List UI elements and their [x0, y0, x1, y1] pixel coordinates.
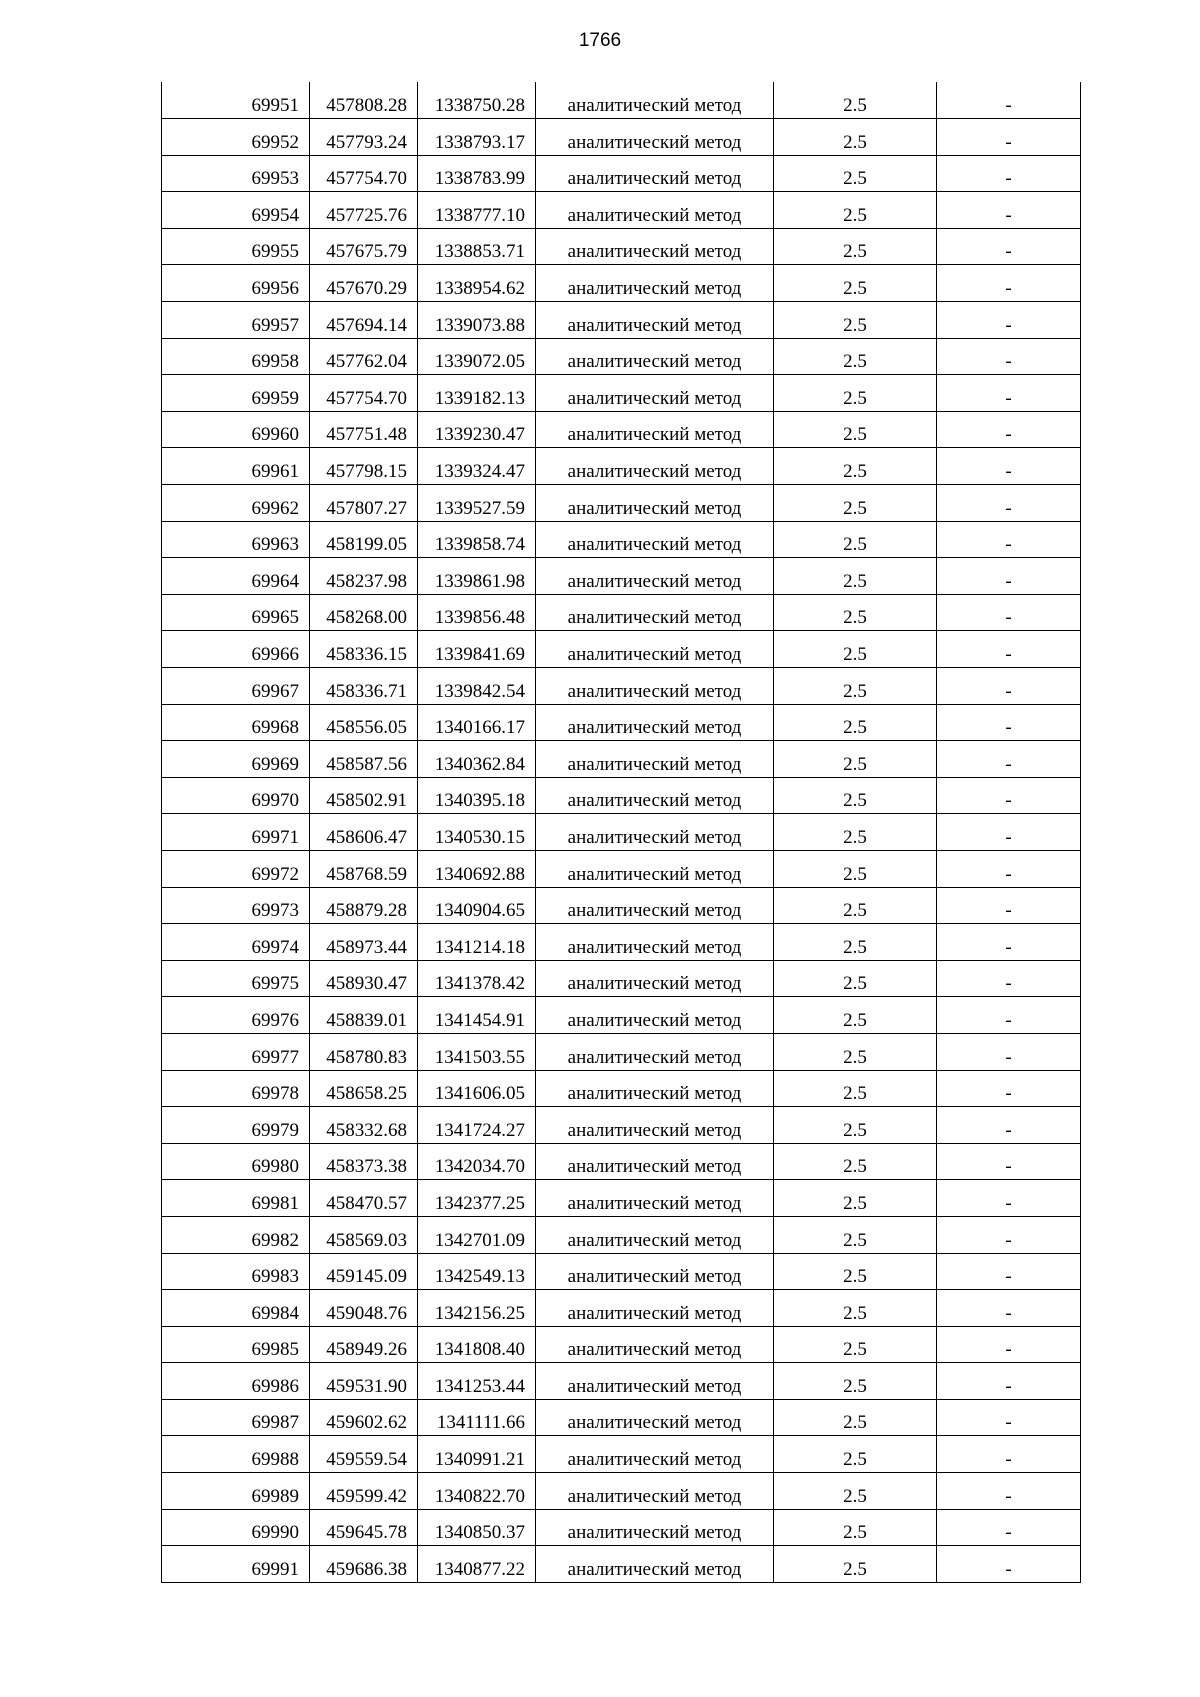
table-row: [162, 1509, 1081, 1546]
y-coordinate-cell: 1339072.05: [418, 338, 536, 375]
point-number-cell: 69962: [162, 485, 310, 522]
method-cell: аналитический метод: [536, 1399, 774, 1436]
point-number-cell: 69961: [162, 448, 310, 485]
note-cell: -: [937, 1107, 1081, 1144]
note-cell: -: [937, 1546, 1081, 1583]
table-row: [162, 265, 1081, 302]
table-row: [162, 1070, 1081, 1107]
point-number-cell: 69990: [162, 1509, 310, 1546]
y-coordinate-cell: 1341606.05: [418, 1070, 536, 1107]
note-cell: -: [937, 594, 1081, 631]
y-coordinate-cell: 1341214.18: [418, 924, 536, 961]
y-coordinate-cell: 1340877.22: [418, 1546, 536, 1583]
point-number-cell: 69963: [162, 521, 310, 558]
table-row: [162, 850, 1081, 887]
x-coordinate-cell: 459559.54: [310, 1436, 418, 1473]
note-cell: -: [937, 82, 1081, 119]
x-coordinate-cell: 458839.01: [310, 997, 418, 1034]
table-row: [162, 302, 1081, 339]
x-coordinate-cell: 458949.26: [310, 1326, 418, 1363]
point-number-cell: 69976: [162, 997, 310, 1034]
x-coordinate-cell: 457754.70: [310, 155, 418, 192]
note-cell: -: [937, 1436, 1081, 1473]
accuracy-cell: 2.5: [774, 594, 937, 631]
y-coordinate-cell: 1341253.44: [418, 1363, 536, 1400]
x-coordinate-cell: 458502.91: [310, 777, 418, 814]
point-number-cell: 69987: [162, 1399, 310, 1436]
x-coordinate-cell: 458268.00: [310, 594, 418, 631]
accuracy-cell: 2.5: [774, 741, 937, 778]
point-number-cell: 69966: [162, 631, 310, 668]
x-coordinate-cell: 457751.48: [310, 411, 418, 448]
table-row: [162, 448, 1081, 485]
table-row: [162, 1473, 1081, 1510]
method-cell: аналитический метод: [536, 1107, 774, 1144]
accuracy-cell: 2.5: [774, 997, 937, 1034]
accuracy-cell: 2.5: [774, 1509, 937, 1546]
y-coordinate-cell: 1339861.98: [418, 558, 536, 595]
x-coordinate-cell: 457798.15: [310, 448, 418, 485]
method-cell: аналитический метод: [536, 850, 774, 887]
table-row: [162, 375, 1081, 412]
x-coordinate-cell: 457675.79: [310, 228, 418, 265]
y-coordinate-cell: 1340692.88: [418, 850, 536, 887]
method-cell: аналитический метод: [536, 1509, 774, 1546]
y-coordinate-cell: 1338783.99: [418, 155, 536, 192]
y-coordinate-cell: 1338954.62: [418, 265, 536, 302]
x-coordinate-cell: 458373.38: [310, 1143, 418, 1180]
coordinates-table: [161, 82, 1081, 1583]
y-coordinate-cell: 1340904.65: [418, 887, 536, 924]
point-number-cell: 69974: [162, 924, 310, 961]
method-cell: аналитический метод: [536, 302, 774, 339]
table-row: [162, 997, 1081, 1034]
accuracy-cell: 2.5: [774, 228, 937, 265]
accuracy-cell: 2.5: [774, 302, 937, 339]
table-row: [162, 1290, 1081, 1327]
point-number-cell: 69954: [162, 192, 310, 229]
x-coordinate-cell: 458569.03: [310, 1216, 418, 1253]
note-cell: -: [937, 741, 1081, 778]
y-coordinate-cell: 1342701.09: [418, 1216, 536, 1253]
x-coordinate-cell: 457754.70: [310, 375, 418, 412]
accuracy-cell: 2.5: [774, 1107, 937, 1144]
accuracy-cell: 2.5: [774, 814, 937, 851]
method-cell: аналитический метод: [536, 192, 774, 229]
table-row: [162, 924, 1081, 961]
point-number-cell: 69968: [162, 704, 310, 741]
x-coordinate-cell: 458336.71: [310, 668, 418, 705]
point-number-cell: 69972: [162, 850, 310, 887]
table-row: [162, 1326, 1081, 1363]
note-cell: -: [937, 887, 1081, 924]
method-cell: аналитический метод: [536, 997, 774, 1034]
note-cell: -: [937, 265, 1081, 302]
x-coordinate-cell: 459048.76: [310, 1290, 418, 1327]
point-number-cell: 69984: [162, 1290, 310, 1327]
method-cell: аналитический метод: [536, 924, 774, 961]
accuracy-cell: 2.5: [774, 338, 937, 375]
point-number-cell: 69967: [162, 668, 310, 705]
y-coordinate-cell: 1339182.13: [418, 375, 536, 412]
accuracy-cell: 2.5: [774, 631, 937, 668]
accuracy-cell: 2.5: [774, 1033, 937, 1070]
method-cell: аналитический метод: [536, 1070, 774, 1107]
table-row: [162, 1216, 1081, 1253]
x-coordinate-cell: 458556.05: [310, 704, 418, 741]
y-coordinate-cell: 1341503.55: [418, 1033, 536, 1070]
x-coordinate-cell: 458879.28: [310, 887, 418, 924]
point-number-cell: 69956: [162, 265, 310, 302]
y-coordinate-cell: 1338777.10: [418, 192, 536, 229]
accuracy-cell: 2.5: [774, 411, 937, 448]
note-cell: -: [937, 521, 1081, 558]
method-cell: аналитический метод: [536, 448, 774, 485]
x-coordinate-cell: 458336.15: [310, 631, 418, 668]
table-row: [162, 668, 1081, 705]
method-cell: аналитический метод: [536, 82, 774, 119]
table-body: [162, 82, 1081, 1582]
x-coordinate-cell: 459531.90: [310, 1363, 418, 1400]
method-cell: аналитический метод: [536, 887, 774, 924]
point-number-cell: 69977: [162, 1033, 310, 1070]
table-row: [162, 411, 1081, 448]
note-cell: -: [937, 850, 1081, 887]
y-coordinate-cell: 1341724.27: [418, 1107, 536, 1144]
method-cell: аналитический метод: [536, 814, 774, 851]
method-cell: аналитический метод: [536, 155, 774, 192]
x-coordinate-cell: 457694.14: [310, 302, 418, 339]
y-coordinate-cell: 1341111.66: [418, 1399, 536, 1436]
x-coordinate-cell: 457793.24: [310, 119, 418, 156]
table-row: [162, 741, 1081, 778]
point-number-cell: 69986: [162, 1363, 310, 1400]
x-coordinate-cell: 458470.57: [310, 1180, 418, 1217]
table-row: [162, 960, 1081, 997]
y-coordinate-cell: 1340850.37: [418, 1509, 536, 1546]
point-number-cell: 69965: [162, 594, 310, 631]
method-cell: аналитический метод: [536, 1033, 774, 1070]
note-cell: -: [937, 448, 1081, 485]
note-cell: -: [937, 485, 1081, 522]
table-row: [162, 1253, 1081, 1290]
method-cell: аналитический метод: [536, 1473, 774, 1510]
table-row: [162, 814, 1081, 851]
table-row: [162, 558, 1081, 595]
point-number-cell: 69952: [162, 119, 310, 156]
accuracy-cell: 2.5: [774, 1436, 937, 1473]
x-coordinate-cell: 458658.25: [310, 1070, 418, 1107]
accuracy-cell: 2.5: [774, 82, 937, 119]
x-coordinate-cell: 458930.47: [310, 960, 418, 997]
method-cell: аналитический метод: [536, 411, 774, 448]
table-row: [162, 777, 1081, 814]
x-coordinate-cell: 458332.68: [310, 1107, 418, 1144]
y-coordinate-cell: 1341454.91: [418, 997, 536, 1034]
note-cell: -: [937, 1033, 1081, 1070]
point-number-cell: 69969: [162, 741, 310, 778]
method-cell: аналитический метод: [536, 1143, 774, 1180]
y-coordinate-cell: 1340395.18: [418, 777, 536, 814]
method-cell: аналитический метод: [536, 594, 774, 631]
accuracy-cell: 2.5: [774, 1326, 937, 1363]
note-cell: -: [937, 1070, 1081, 1107]
table-row: [162, 594, 1081, 631]
note-cell: -: [937, 997, 1081, 1034]
y-coordinate-cell: 1342549.13: [418, 1253, 536, 1290]
point-number-cell: 69951: [162, 82, 310, 119]
table-row: [162, 1033, 1081, 1070]
note-cell: -: [937, 1363, 1081, 1400]
table-row: [162, 338, 1081, 375]
note-cell: -: [937, 1473, 1081, 1510]
note-cell: -: [937, 960, 1081, 997]
point-number-cell: 69964: [162, 558, 310, 595]
y-coordinate-cell: 1340166.17: [418, 704, 536, 741]
method-cell: аналитический метод: [536, 704, 774, 741]
table-row: [162, 485, 1081, 522]
method-cell: аналитический метод: [536, 521, 774, 558]
note-cell: -: [937, 1180, 1081, 1217]
x-coordinate-cell: 457725.76: [310, 192, 418, 229]
accuracy-cell: 2.5: [774, 521, 937, 558]
point-number-cell: 69980: [162, 1143, 310, 1180]
y-coordinate-cell: 1342034.70: [418, 1143, 536, 1180]
accuracy-cell: 2.5: [774, 1216, 937, 1253]
method-cell: аналитический метод: [536, 1326, 774, 1363]
point-number-cell: 69985: [162, 1326, 310, 1363]
accuracy-cell: 2.5: [774, 924, 937, 961]
accuracy-cell: 2.5: [774, 1253, 937, 1290]
method-cell: аналитический метод: [536, 777, 774, 814]
accuracy-cell: 2.5: [774, 1546, 937, 1583]
accuracy-cell: 2.5: [774, 1473, 937, 1510]
accuracy-cell: 2.5: [774, 668, 937, 705]
x-coordinate-cell: 458768.59: [310, 850, 418, 887]
method-cell: аналитический метод: [536, 375, 774, 412]
y-coordinate-cell: 1342156.25: [418, 1290, 536, 1327]
note-cell: -: [937, 668, 1081, 705]
y-coordinate-cell: 1338793.17: [418, 119, 536, 156]
y-coordinate-cell: 1339856.48: [418, 594, 536, 631]
y-coordinate-cell: 1342377.25: [418, 1180, 536, 1217]
x-coordinate-cell: 458973.44: [310, 924, 418, 961]
method-cell: аналитический метод: [536, 228, 774, 265]
accuracy-cell: 2.5: [774, 119, 937, 156]
accuracy-cell: 2.5: [774, 448, 937, 485]
table-row: [162, 155, 1081, 192]
method-cell: аналитический метод: [536, 631, 774, 668]
y-coordinate-cell: 1339842.54: [418, 668, 536, 705]
point-number-cell: 69978: [162, 1070, 310, 1107]
accuracy-cell: 2.5: [774, 1290, 937, 1327]
x-coordinate-cell: 457807.27: [310, 485, 418, 522]
note-cell: -: [937, 631, 1081, 668]
note-cell: -: [937, 302, 1081, 339]
table-row: [162, 1399, 1081, 1436]
point-number-cell: 69982: [162, 1216, 310, 1253]
point-number-cell: 69958: [162, 338, 310, 375]
accuracy-cell: 2.5: [774, 1399, 937, 1436]
point-number-cell: 69973: [162, 887, 310, 924]
method-cell: аналитический метод: [536, 265, 774, 302]
y-coordinate-cell: 1338750.28: [418, 82, 536, 119]
point-number-cell: 69970: [162, 777, 310, 814]
table-row: [162, 887, 1081, 924]
point-number-cell: 69960: [162, 411, 310, 448]
point-number-cell: 69989: [162, 1473, 310, 1510]
y-coordinate-cell: 1339230.47: [418, 411, 536, 448]
method-cell: аналитический метод: [536, 1180, 774, 1217]
accuracy-cell: 2.5: [774, 1070, 937, 1107]
table-row: [162, 82, 1081, 119]
method-cell: аналитический метод: [536, 960, 774, 997]
method-cell: аналитический метод: [536, 1363, 774, 1400]
note-cell: -: [937, 1399, 1081, 1436]
y-coordinate-cell: 1340822.70: [418, 1473, 536, 1510]
accuracy-cell: 2.5: [774, 265, 937, 302]
method-cell: аналитический метод: [536, 1290, 774, 1327]
method-cell: аналитический метод: [536, 1253, 774, 1290]
method-cell: аналитический метод: [536, 485, 774, 522]
note-cell: -: [937, 119, 1081, 156]
table-row: [162, 119, 1081, 156]
y-coordinate-cell: 1339841.69: [418, 631, 536, 668]
point-number-cell: 69955: [162, 228, 310, 265]
table-row: [162, 631, 1081, 668]
x-coordinate-cell: 459602.62: [310, 1399, 418, 1436]
point-number-cell: 69981: [162, 1180, 310, 1217]
table-row: [162, 1107, 1081, 1144]
method-cell: аналитический метод: [536, 119, 774, 156]
note-cell: -: [937, 1290, 1081, 1327]
note-cell: -: [937, 924, 1081, 961]
table-row: [162, 1180, 1081, 1217]
method-cell: аналитический метод: [536, 338, 774, 375]
note-cell: -: [937, 338, 1081, 375]
table-row: [162, 1546, 1081, 1583]
x-coordinate-cell: 458587.56: [310, 741, 418, 778]
method-cell: аналитический метод: [536, 741, 774, 778]
table-row: [162, 1363, 1081, 1400]
table-row: [162, 1436, 1081, 1473]
accuracy-cell: 2.5: [774, 1363, 937, 1400]
point-number-cell: 69983: [162, 1253, 310, 1290]
note-cell: -: [937, 411, 1081, 448]
accuracy-cell: 2.5: [774, 1180, 937, 1217]
point-number-cell: 69971: [162, 814, 310, 851]
x-coordinate-cell: 459599.42: [310, 1473, 418, 1510]
point-number-cell: 69957: [162, 302, 310, 339]
accuracy-cell: 2.5: [774, 777, 937, 814]
note-cell: -: [937, 814, 1081, 851]
y-coordinate-cell: 1340991.21: [418, 1436, 536, 1473]
y-coordinate-cell: 1339324.47: [418, 448, 536, 485]
note-cell: -: [937, 1326, 1081, 1363]
table-row: [162, 228, 1081, 265]
table-row: [162, 192, 1081, 229]
point-number-cell: 69975: [162, 960, 310, 997]
note-cell: -: [937, 192, 1081, 229]
note-cell: -: [937, 704, 1081, 741]
accuracy-cell: 2.5: [774, 887, 937, 924]
accuracy-cell: 2.5: [774, 558, 937, 595]
table-row: [162, 1143, 1081, 1180]
accuracy-cell: 2.5: [774, 485, 937, 522]
accuracy-cell: 2.5: [774, 850, 937, 887]
x-coordinate-cell: 459145.09: [310, 1253, 418, 1290]
y-coordinate-cell: 1341378.42: [418, 960, 536, 997]
x-coordinate-cell: 457762.04: [310, 338, 418, 375]
x-coordinate-cell: 458606.47: [310, 814, 418, 851]
x-coordinate-cell: 458199.05: [310, 521, 418, 558]
point-number-cell: 69959: [162, 375, 310, 412]
note-cell: -: [937, 777, 1081, 814]
y-coordinate-cell: 1341808.40: [418, 1326, 536, 1363]
note-cell: -: [937, 1216, 1081, 1253]
note-cell: -: [937, 155, 1081, 192]
point-number-cell: 69988: [162, 1436, 310, 1473]
note-cell: -: [937, 375, 1081, 412]
table-row: [162, 704, 1081, 741]
point-number-cell: 69991: [162, 1546, 310, 1583]
x-coordinate-cell: 458237.98: [310, 558, 418, 595]
note-cell: -: [937, 1509, 1081, 1546]
method-cell: аналитический метод: [536, 558, 774, 595]
y-coordinate-cell: 1339527.59: [418, 485, 536, 522]
y-coordinate-cell: 1339073.88: [418, 302, 536, 339]
point-number-cell: 69979: [162, 1107, 310, 1144]
note-cell: -: [937, 1143, 1081, 1180]
y-coordinate-cell: 1339858.74: [418, 521, 536, 558]
table-row: [162, 521, 1081, 558]
method-cell: аналитический метод: [536, 1436, 774, 1473]
method-cell: аналитический метод: [536, 668, 774, 705]
accuracy-cell: 2.5: [774, 192, 937, 229]
note-cell: -: [937, 228, 1081, 265]
accuracy-cell: 2.5: [774, 1143, 937, 1180]
x-coordinate-cell: 457808.28: [310, 82, 418, 119]
y-coordinate-cell: 1338853.71: [418, 228, 536, 265]
point-number-cell: 69953: [162, 155, 310, 192]
accuracy-cell: 2.5: [774, 375, 937, 412]
x-coordinate-cell: 459645.78: [310, 1509, 418, 1546]
note-cell: -: [937, 558, 1081, 595]
accuracy-cell: 2.5: [774, 704, 937, 741]
page-number: 1766: [578, 30, 622, 51]
note-cell: -: [937, 1253, 1081, 1290]
x-coordinate-cell: 457670.29: [310, 265, 418, 302]
y-coordinate-cell: 1340530.15: [418, 814, 536, 851]
accuracy-cell: 2.5: [774, 960, 937, 997]
x-coordinate-cell: 458780.83: [310, 1033, 418, 1070]
method-cell: аналитический метод: [536, 1546, 774, 1583]
x-coordinate-cell: 459686.38: [310, 1546, 418, 1583]
accuracy-cell: 2.5: [774, 155, 937, 192]
method-cell: аналитический метод: [536, 1216, 774, 1253]
y-coordinate-cell: 1340362.84: [418, 741, 536, 778]
